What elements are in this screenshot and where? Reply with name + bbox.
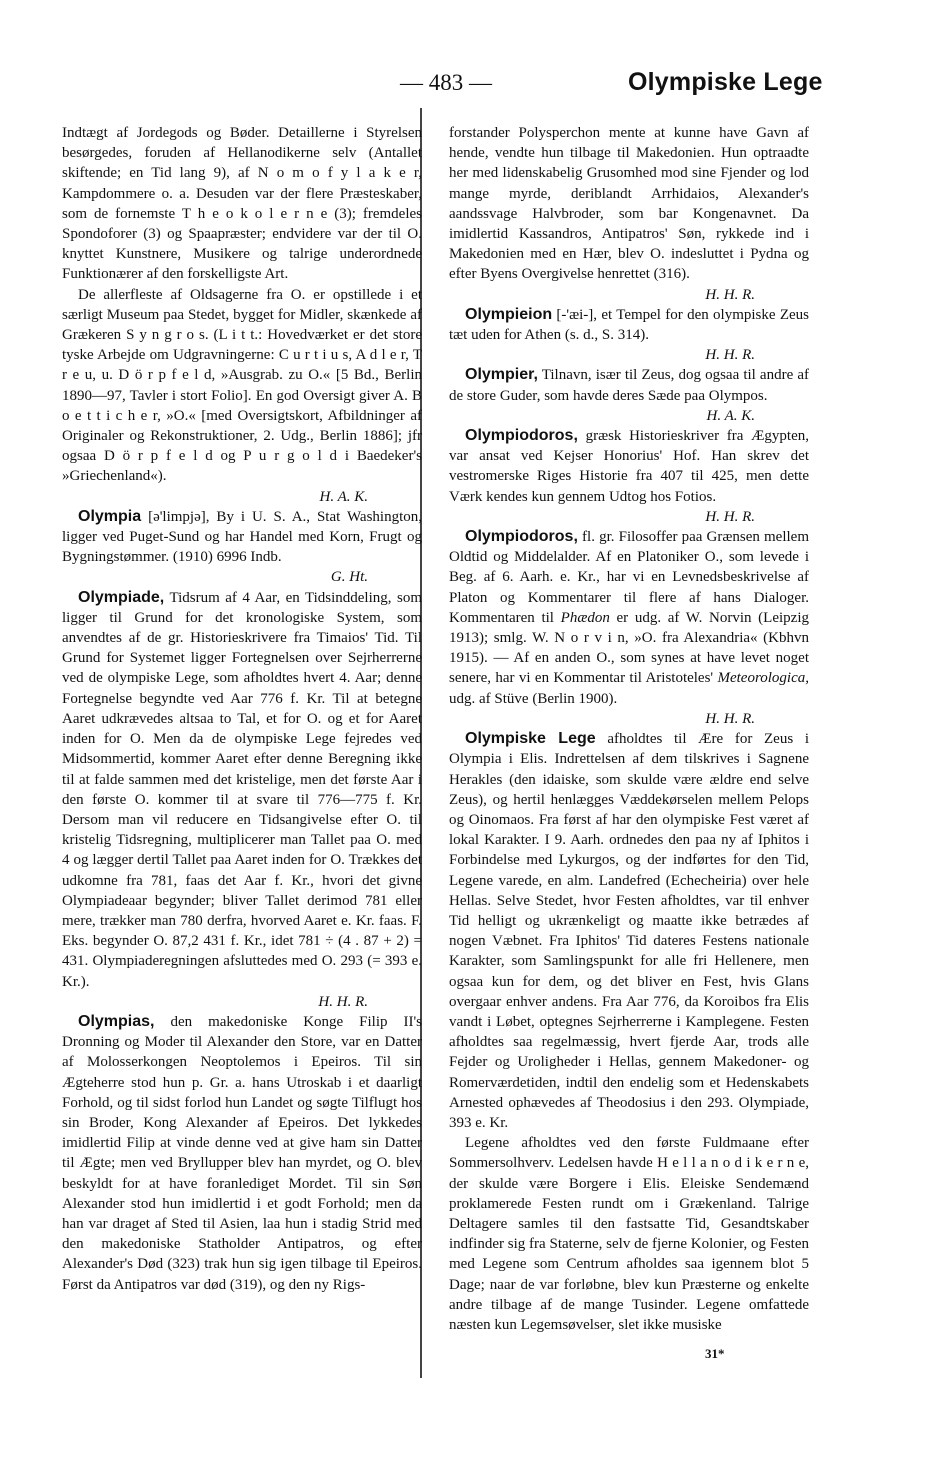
headword: Olympier,: [465, 366, 538, 384]
right-column: [449, 123, 809, 1335]
left-column: [62, 123, 422, 1295]
headword: Olympiodoros,: [465, 427, 578, 445]
entry-olympiade: Olympiade, Tidsrum af 4 Aar, en Tidsinddeling, som ligger til Grund for det kronologiske System, som anvendtes af de gr. Historieskrivere fra Timaios' Tid. Til Grund for Systemet ligger Fortegnelsen over Sejrherrerne ved de olympiske Lege, som afholdtes hvert 4. Aar; denne Fortegnelse begyndte ved Aar 776 f. Kr. Til at betegne Aaret udkrævedes altsaa to Tal, et for O. og et for Aaret inden for O. Men da de olympiske Lege fejredes ved Midsommertid, kommer Aaret efter denne Beregning ikke til at falde sammen med det kristelige, men det første Aar i den første O. kommer til at svare til 776—775 f. Kr. Dersom man vil reducere en Tidsangivelse efter O. til kristelig Tidsregning, multiplicerer man Tallet paa O. med 4 og lægger dertil Tallet paa Aaret inden for O. Trækkes det udkomne fra 781, faas det Aar f. Kr., hvori det givne Olympiadeaar begynder; bliver Tallet derimod 781 eller mere, trækker man 780 derfra, hvorved Aaret e. Kr. faas. F. Eks. begynder O. 87,2 431 f. Kr., idet 781 ÷ (4 . 87 + 2) = 431. Olympiaderegningen afsluttedes med O. 293 (= 393 e. Kr.).: [62, 588, 422, 990]
olympia-continued-paragraph: Indtægt af Jordegods og Bøder. Detaillerne i Styrelsen besørgedes, foruden af Hellanodikerne selv (Antallet skiftende; en Tid lang 9), af N o m o f y l a k e r, Kampdommere o. a. Desuden var der flere Præsteskaber, som de fornemste T h e o k o l e r n e (3); fremdeles Spondoforer (3) og Spaapræster; endvidere var der til O. knyttet Kunstnere, Musikere og talrige underordnede Funktionærer af den forskelligste Art.: [62, 125, 422, 283]
page-header: [0, 66, 928, 106]
headword: Olympias,: [78, 1012, 155, 1030]
oldsager-paragraph: De allerfleste af Oldsagerne fra O. er opstillede i et særligt Museum paa Stedet, bygget for Midler, skænkede af Grækeren S y n g r o s. (L i t t.: Hovedværket er det store tyske Arbejde om Udgravningerne: C u r t i u s, A d l e r, T r e u, u. D ö r p f e l d, »Ausgrab. zu O.« [5 Bd., Berlin 1890—97, Tavler i stort Folio]. En god Oversigt giver A. B o e t t i c h e r, »O.« [med Oversigtskort, Afbildninger af Originaler og Rekonstruktioner, 2. Udg., Berlin 1886]; jfr ogsaa D ö r p f e l d og P u r g o l d i Baedeker's »Griechenland«).: [62, 286, 422, 485]
author-signature: H. A. K.: [319, 488, 368, 505]
entry-olympias: Olympias, den makedoniske Konge Filip II's Dronning og Moder til Alexander den Store, var en Datter af Molosserkongen Neoptolemos i Epeiros. Til sin Ægteherre stod hun p. Gr. a. hans Utroskab i et daarligt Forhold, og til sidst forlod hun Landet og søgte Tilflugt hos sin Broder, Kong Alexander af Epeiros. Det lykkedes imidlertid Filip at vinde denne ved at give ham sin Datter til Ægte; men ved Bryllupper blev han myrdet, og O. blev beskyldt for at have foranlediget Mordet. Til sin Søn Alexander stod hun imidlertid i et godt Forhold; men da han var draget af Sted til Asien, laa hun i stadig Strid med den makedoniske Statholder Antipatros, og efter Alexander's Død (323) trak hun sig igen tilbage til Epeiros. Først da Antipatros var død (319), og den ny Rigs-: [62, 1012, 422, 1293]
olympias-continued-paragraph: forstander Polysperchon mente at kunne have Gavn af hende, vendte hun tilbage til Makedonien. Hun optraadte her med lidenskabelig Grusomhed mod sine Fjender og lod mange myrde, deriblandt Arrhidaios, Alexander's aandssvage Halvbroder, som bar Kongenavnet. Da imidlertid Kassandros, Antipatros' Søn, rykkede ind i Makedonien med en Hær, blev O. indesluttet i Pydna og efter Byens Overgivelse henrettet (316).: [449, 125, 809, 283]
headword: Olympiade,: [78, 588, 165, 606]
entry-olympiske-lege: Olympiske Lege afholdtes til Ære for Zeus i Olympia i Elis. Indrettelsen af dem tilskrives i Sagnene Herakles (den idaiske, som skulde være ældre end selve Zeus), og hertil henlægges Væddekørselen mellem Pelops og Oinomaos. Fra først af har den olympiske Fest været af lokal Karakter. I 9. Aarh. ordnedes den paa ny af Iphitos i Forbindelse med Lykurgos, og der indførtes for den Tid, Legene varede, en alm. Landefred (Echecheiria) over hele Hellas. Selve Stedet, hvor Festen afholdtes, var til enhver Tid helligt og ukrænkeligt og maatte ikke betrædes af nogen Væbnet. Fra Iphitos' Tid dateres Festens nationale Karakter, som Samlingspunkt for alle fri Hellenere, men ogsaa kun for dem, og det bliver en Fest, hvis Glans overgaar enhver andens. Fra Aar 776, da Koroibos fra Elis vandt i Løbet, optegnes Sejrherrerne i Kamplegene. Festen afholdtes saa regelmæssig, hvert fjerde Aar, trods alle Fejder og Uroligheder i Hellas, gennem Makedoner- og Romerværdetiden, indtil den endelig som et Hedenskabets Arnested ophævedes af Theodosius i den 293. Olympiade, 393 e. Kr.: [449, 730, 810, 1131]
lege-paragraph: Legene afholdtes ved den første Fuldmaane efter Sommersolhverv. Ledelsen havde H e l l a n o d i k e r n e, der skulde være Borgere i Elis. Eleiske Sendemænd proklamerede Festen rundt om i Grækenland. Talrige Deltagere samles til den fastsatte Tid, Gesandtskaber indfinder sig fra Staterne, selv de fjerne Kolonier, og Festen med Legene som Centrum afholdes saa igennem blot 5 Dage; naar de var forløbne, blev kun Præsterne og enkelte andre tilbage af de mange Tusinder. Legene omfattede næsten kun Legemsøvelser, slet ikke musiske: [449, 1135, 809, 1333]
headword: Olympiske Lege: [465, 730, 596, 748]
author-signature: H. H. R.: [705, 286, 755, 303]
entry-olympiodoros-historian: Olympiodoros, græsk Historieskriver fra Ægypten, var ansat ved Kejser Honorius' Hof. Han skrev det vestromerske Riges Historie fra 407 til 425, men dette Værk kendes kun gennem Udtog hos Fotios.: [449, 427, 809, 505]
headword: Olympiodoros,: [465, 528, 578, 546]
author-signature: H. H. R.: [705, 508, 755, 525]
entry-olympia-usa: Olympia [ə'limpjə], By i U. S. A., Stat Washington, ligger ved Puget-Sund og har Handel med Korn, Frugt og Bygningstømmer. (1910) 6996 Indb.: [62, 507, 422, 566]
entry-olympieion: Olympieion [-'æi-], et Tempel for den olympiske Zeus tæt uden for Athen (s. d., S. 314).: [449, 305, 809, 344]
running-head: Olympiske Lege: [628, 68, 823, 96]
entry-olympier: Olympier, Tilnavn, især til Zeus, dog ogsaa til andre af de store Guder, som havde deres Sæde paa Olympos.: [449, 366, 809, 404]
work-title: Meteorologica,: [717, 670, 809, 687]
author-signature: H. A. K.: [706, 407, 755, 424]
sheet-signature-mark: 31*: [705, 1346, 725, 1361]
author-signature: H. H. R.: [318, 993, 368, 1010]
author-signature: G. Ht.: [330, 569, 368, 586]
entry-olympiodoros-philosophers: Olympiodoros, fl. gr. Filosoffer paa Grænsen mellem Oldtid og Middelalder. Af en Platoniker O., som levede i Beg. af 6. Aarh. e. Kr., har vi en Levnedsbeskrivelse af Platon og Kommentarer til flere af hans Dialoger. Kommentaren til Phædon er udg. af W. Norvin (Leipzig 1913); smlg. W. N o r v i n, »O. fra Alexandria« (Kbhvn 1915). — Af en anden O., som synes at have levet noget senere, har vi en Kommentar til Aristoteles' Meteorologica, udg. af Stüve (Berlin 1900).: [449, 528, 809, 707]
author-signature: H. H. R.: [705, 347, 755, 364]
author-signature: H. H. R.: [705, 710, 755, 727]
headword: Olympieion: [465, 305, 553, 323]
page-number: — 483 —: [400, 70, 492, 95]
work-title: Phædon: [560, 609, 610, 626]
headword: Olympia: [78, 507, 142, 525]
